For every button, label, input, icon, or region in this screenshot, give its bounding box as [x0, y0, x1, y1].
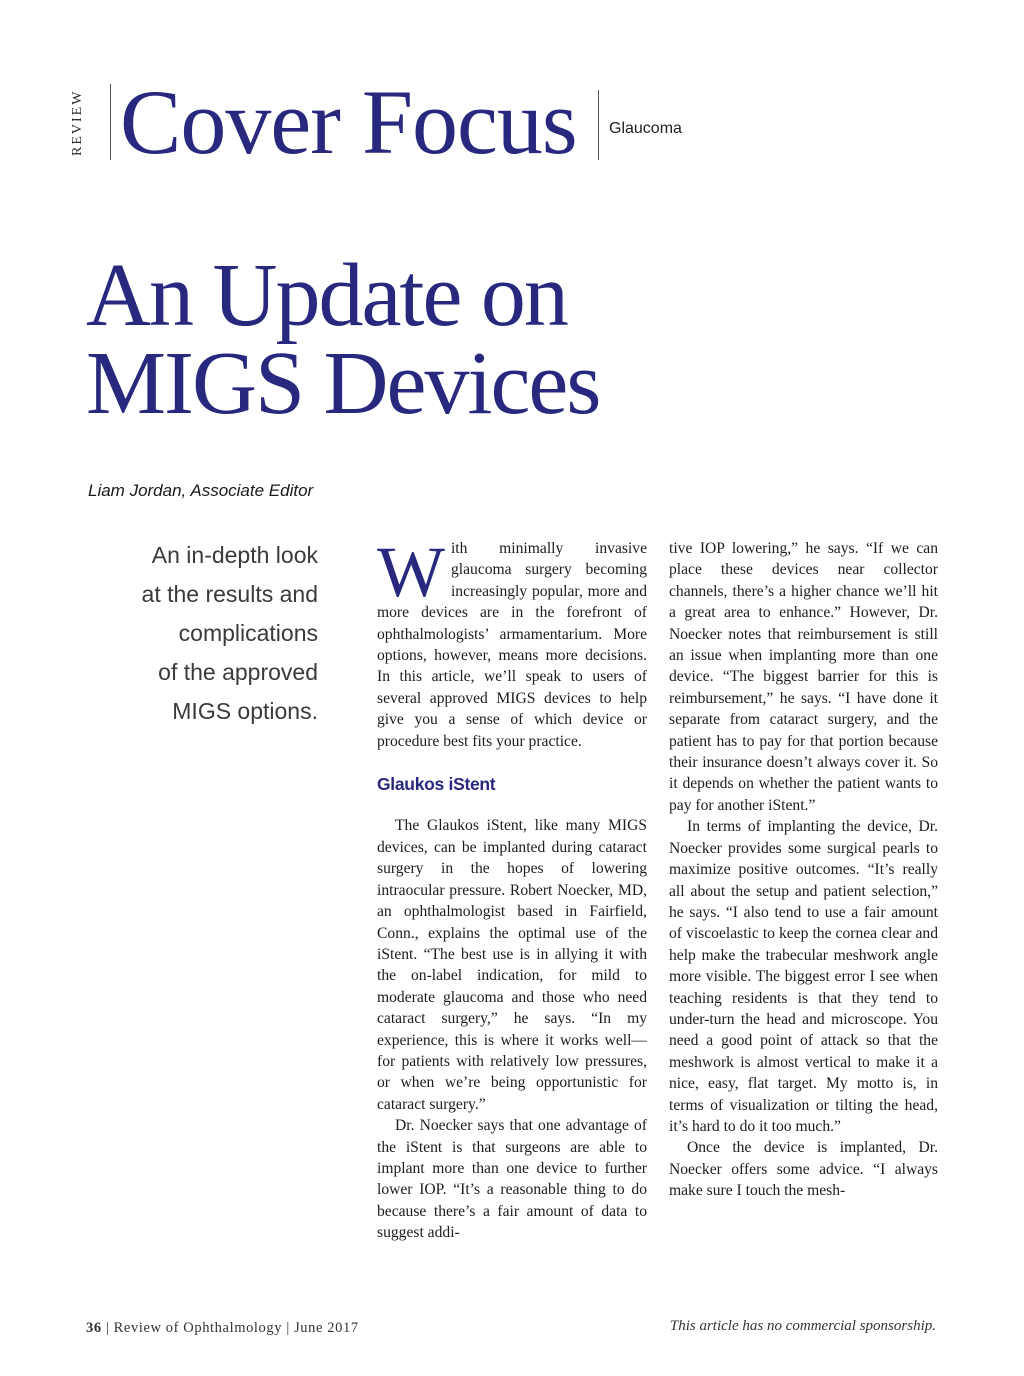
- issue-date: June 2017: [294, 1320, 359, 1336]
- publication-name: Review of Ophthalmology: [113, 1320, 283, 1336]
- body-column-2: [669, 538, 938, 1202]
- title-line-2: MIGS Devices: [86, 334, 600, 433]
- review-label: REVIEW: [70, 89, 85, 157]
- intro-paragraph: [377, 532, 647, 752]
- body-paragraph: Once the device is implanted, Dr. Noecker offers some advice. “I always make sure I touch the mesh-: [669, 1139, 938, 1200]
- footer-separator: |: [282, 1320, 295, 1336]
- header-divider-left: [110, 84, 111, 160]
- body-paragraph: tive IOP lowering,” he says. “If we can place these devices near collector channels, there’s a higher chance we’ll hit a great area to enhance.” However, Dr. Noecker notes that reimbursement is still an issue when implanting more than one device. “The biggest barrier for this is reimbursement,” he says. “I have done it separate from cataract surgery, and the patient has to pay for that portion because their insurance doesn’t always cover it. So it depends on whether the patient wants to pay for another iStent.”: [669, 540, 938, 814]
- section-title: Cover Focus: [120, 71, 577, 173]
- subhead-glaukos-istent: Glaukos iStent: [377, 774, 496, 795]
- footer-separator: |: [101, 1320, 114, 1336]
- article-deck: [100, 536, 318, 731]
- page-number: 36: [86, 1320, 102, 1336]
- deck-line: MIGS options.: [172, 698, 318, 724]
- page-footer: [86, 1320, 359, 1337]
- deck-line: of the approved: [158, 659, 318, 685]
- body-paragraph: Dr. Noecker says that one advantage of the iStent is that surgeons are able to implant more than one device to further lower IOP. “It’s a reasonable thing to do because there’s a fair amount of data to suggest addi-: [377, 1117, 647, 1242]
- body-paragraph: The Glaukos iStent, like many MIGS devices, can be implanted during cataract surgery in the hopes of lowering intraocular pressure. Robert Noecker, MD, an ophthalmologist based in Fairfield, Conn., explains the optimal use of the iStent. “The best use is in allying it with the on-label indication, for mild to moderate glaucoma and those who need cataract surgery,” he says. “In my experience, this is where it works well—for patients with relatively low pressures, or when we’re being opportunistic for cataract surgery.”: [377, 817, 647, 1113]
- deck-line: An in-depth look: [151, 542, 318, 568]
- byline: Liam Jordan, Associate Editor: [88, 481, 314, 500]
- article-title: [86, 246, 706, 433]
- deck-line: complications: [178, 620, 318, 646]
- body-column-1: [377, 532, 647, 1244]
- deck-line: at the results and: [141, 581, 318, 607]
- section-tag: Glaucoma: [609, 120, 682, 137]
- intro-text: ith minimally invasive glaucoma surgery becoming increasingly popular, more and more devices are in the forefront of ophthalmologists’ armamentarium. More options, however, means more decisions. In this article, we’ll speak to users of several approved MIGS devices to help give you a sense of which device or procedure best fits your practice.: [377, 540, 647, 750]
- drop-cap: W: [377, 532, 445, 612]
- title-line-1: An Update on: [86, 246, 567, 345]
- header-divider-right: [598, 90, 599, 160]
- body-paragraph: In terms of implanting the device, Dr. Noecker provides some surgical pearls to maximize positive outcomes. “It’s really all about the setup and patient selection,” he says. “I also tend to use a fair amount of viscoelastic to keep the cornea clear and help make the trabecular meshwork angle more visible. The biggest error I see when teaching residents is that they tend to under-turn the head and microscope. You need a good point of attack so that the meshwork is almost vertical to make it a nice, easy, flat target. My motto is, in terms of visualization or tilting the head, it’s hard to do it too much.”: [669, 818, 938, 1135]
- sponsorship-note: This article has no commercial sponsorship.: [669, 1318, 936, 1334]
